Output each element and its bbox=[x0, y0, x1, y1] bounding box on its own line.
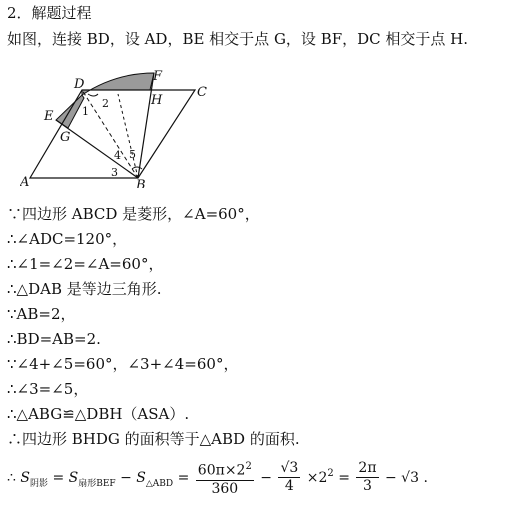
step-3: ∴∠1=∠2=∠A=60°， bbox=[7, 255, 164, 273]
label-h: H bbox=[151, 93, 163, 108]
step-1: ∵四边形 ABCD 是菱形，∠A=60°， bbox=[7, 205, 260, 223]
fraction-sector: $\frac{60\pi\times 2^2}{360}$ bbox=[196, 458, 254, 498]
area-formula: ∴ $S_{阴影} = S_{扇形BEF} - S_{\triangle ABD}$ = $\frac{60\pi\times 2^2}{360}$ − $\frac{√3}{4}$ $\times 2^2$ = $\frac{2\pi}{3}$ − √3 . bbox=[7, 458, 428, 498]
step-2: ∴∠ADC=120°， bbox=[7, 230, 128, 248]
problem-title: 2．解题过程 bbox=[7, 4, 92, 22]
label-d: D bbox=[74, 77, 85, 92]
step-9: ∴△ABG≌△DBH（ASA）. bbox=[7, 405, 190, 423]
label-c: C bbox=[197, 85, 207, 100]
step-6: ∴BD=AB=2. bbox=[7, 330, 101, 348]
line-be bbox=[56, 120, 138, 178]
fraction-result: $\frac{2\pi}{3}$ bbox=[358, 460, 377, 495]
label-a: A bbox=[20, 175, 30, 188]
step-5: ∵AB=2， bbox=[7, 305, 76, 323]
angle-label-4: 4 bbox=[114, 149, 121, 162]
rhombus-abcd bbox=[30, 90, 195, 178]
step-7: ∵∠4+∠5=60°，∠3+∠4=60°， bbox=[7, 355, 239, 373]
step-10: ∴四边形 BHDG 的面积等于△ABD 的面积. bbox=[7, 430, 300, 448]
geometry-figure bbox=[20, 68, 230, 188]
fraction-triangle: $\frac{√3}{4}$ bbox=[280, 460, 299, 495]
intro-text: 如图，连接 BD，设 AD，BE 相交于点 G，设 BF，DC 相交于点 H. bbox=[7, 30, 469, 48]
angle-label-2: 2 bbox=[102, 97, 109, 110]
label-b: B bbox=[136, 178, 146, 188]
angle-label-5: 5 bbox=[129, 148, 136, 161]
angle-label-1: 1 bbox=[82, 105, 89, 118]
label-g: G bbox=[60, 130, 71, 145]
label-e: E bbox=[44, 109, 54, 124]
step-8: ∴∠3=∠5， bbox=[7, 380, 89, 398]
shaded-region-top bbox=[82, 73, 154, 95]
step-4: ∴△DAB 是等边三角形. bbox=[7, 280, 162, 298]
line-bd bbox=[82, 90, 138, 178]
angle-label-3: 3 bbox=[111, 166, 118, 179]
label-f: F bbox=[153, 69, 163, 84]
